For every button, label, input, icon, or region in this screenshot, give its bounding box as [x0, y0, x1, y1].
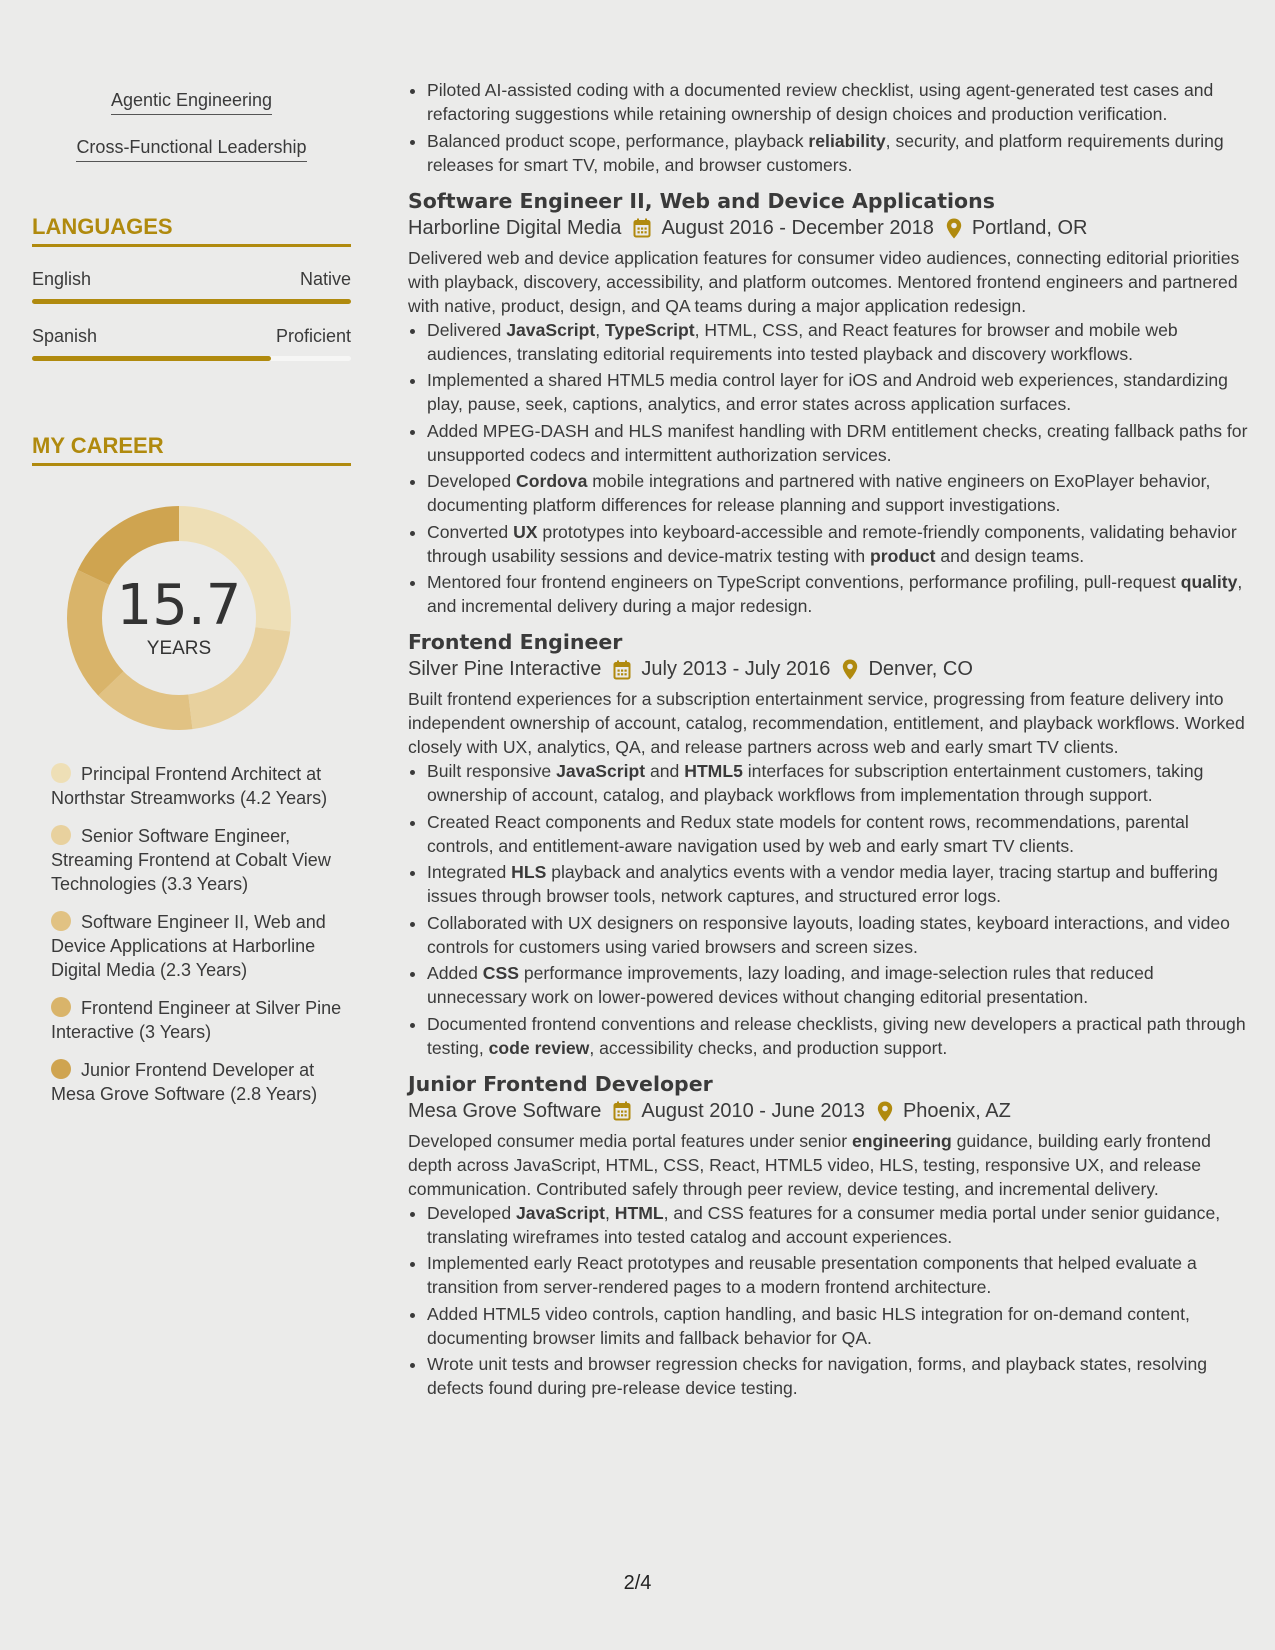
- bullet-item: • Collaborated with UX designers on responsive layouts, loading states, keyboard interactions, and video controls for customers using varied browsers and screen sizes.: [427, 911, 1253, 959]
- job-entry: [408, 189, 1253, 619]
- location-icon-wrap: [877, 1101, 893, 1122]
- career-donut-slice: [67, 570, 123, 696]
- bullet-item: • Mentored four frontend engineers on TypeScript conventions, performance profiling, pull-request quality, and incremental delivery during a major redesign.: [427, 570, 1253, 618]
- language-bar-fill: [32, 356, 271, 361]
- job-entry: [408, 1072, 1253, 1401]
- page-number: 2/4: [623, 1572, 652, 1594]
- job-summary: Built frontend experiences for a subscription entertainment service, progressing from feature delivery into independent ownership of account, catalog, recommendation, entitlement, and playback workflows. Worked closely with UX, analytics, QA, and release partners across web and early smart TV clients.: [408, 689, 1245, 757]
- language-level: Proficient: [275, 326, 351, 346]
- bullet-item: • Built responsive JavaScript and HTML5 interfaces for subscription entertainment customers, taking ownership of account, catalog, and playback workflows from implementation through support.: [427, 759, 1253, 807]
- job-title: Junior Frontend Developer: [408, 1071, 713, 1096]
- career-legend-item: [51, 762, 351, 810]
- location-icon-wrap: [946, 218, 962, 239]
- bullet-item: • Delivered JavaScript, TypeScript, HTML, CSS, and React features for browser and mobile web audiences, translating editorial requirements into tested playback and discovery workflows.: [427, 318, 1253, 366]
- job-dates: August 2010 - June 2013: [641, 1099, 865, 1122]
- bullet-item: • Added CSS performance improvements, lazy loading, and image-selection rules that reduced unnecessary work on lower-powered devices without changing editorial presentation.: [427, 961, 1253, 1009]
- bullet-item: • Developed JavaScript, HTML, and CSS features for a consumer media portal under senior guidance, translating wireframes into tested catalog and account experiences.: [427, 1201, 1253, 1249]
- job-dates: July 2013 - July 2016: [641, 658, 831, 680]
- job-title: Software Engineer II, Web and Device Applications: [408, 188, 995, 213]
- location-pin-icon: [946, 218, 962, 239]
- bullet-item: • Added MPEG-DASH and HLS manifest handling with DRM entitlement checks, creating fallback paths for unsupported codecs and intermittent authorization services.: [427, 419, 1253, 467]
- experience-list: [408, 189, 1253, 1401]
- legend-dot: [51, 997, 71, 1017]
- bullet-item: • Balanced product scope, performance, playback reliability, security, and platform requirements during releases for smart TV, mobile, and browser customers.: [427, 129, 1253, 177]
- legend-dot: [51, 911, 71, 931]
- languages-list: [32, 269, 351, 361]
- career-legend-item: [51, 824, 351, 896]
- bullet-item: • Piloted AI-assisted coding with a documented review checklist, using agent-generated test cases and refactoring suggestions while retaining ownership of design choices and production verification.: [427, 78, 1253, 126]
- job-bullets: [408, 759, 1253, 1060]
- calendar-icon-wrap: [613, 660, 631, 680]
- job-bullets: [408, 318, 1253, 619]
- legend-label: Software Engineer II, Web and Device Applications at Harborline Digital Media (2.3 Years): [51, 912, 326, 980]
- job-company: Harborline Digital Media: [408, 216, 622, 239]
- continued-bullets: [408, 78, 1253, 177]
- legend-dot: [51, 825, 71, 845]
- language-name: English: [32, 269, 92, 289]
- language-level: Native: [299, 269, 351, 289]
- job-company: Silver Pine Interactive: [408, 658, 602, 680]
- career-legend-item: [51, 996, 351, 1044]
- bullet-item: • Implemented early React prototypes and reusable presentation components that helped evaluate a transition from server-rendered pages to a modern frontend architecture.: [427, 1251, 1253, 1299]
- legend-dot: [51, 1059, 71, 1079]
- career-legend-item: [51, 910, 351, 982]
- legend-dot: [51, 763, 71, 783]
- skill-tag: Agentic Engineering: [111, 90, 272, 115]
- bullet-item: • Added HTML5 video controls, caption handling, and basic HLS integration for on-demand content, documenting browser limits and fallback behavior for QA.: [427, 1302, 1253, 1350]
- career-donut-svg: [65, 504, 295, 734]
- job-dates: August 2016 - December 2018: [661, 216, 934, 239]
- career-donut-chart: [65, 504, 295, 734]
- skill-tags: [32, 80, 351, 174]
- calendar-icon: [633, 218, 651, 238]
- language-row: [32, 326, 351, 347]
- career-heading: MY CAREER: [32, 433, 351, 466]
- calendar-icon-wrap: [633, 218, 651, 238]
- location-icon-wrap: [842, 659, 858, 680]
- language-name: Spanish: [32, 326, 98, 346]
- bullet-item: • Converted UX prototypes into keyboard-accessible and remote-friendly components, validating behavior through usability sessions and device-matrix testing with product and design teams.: [427, 520, 1253, 568]
- job-meta: [408, 217, 1253, 240]
- legend-label: Senior Software Engineer, Streaming Frontend at Cobalt View Technologies (3.3 Years): [51, 826, 331, 894]
- bullet-item: • Created React components and Redux state models for content rows, recommendations, parental controls, and entitlement-aware navigation used by web and early smart TV clients.: [427, 810, 1253, 858]
- job-location: Portland, OR: [971, 216, 1088, 239]
- career-legend: [51, 762, 351, 1106]
- skill-tag: Cross-Functional Leadership: [76, 137, 306, 162]
- job-meta: [408, 1100, 1253, 1123]
- bullet-item: • Developed Cordova mobile integrations and partnered with native engineers on ExoPlayer behavior, documenting platform differences for release planning and support investigations.: [427, 469, 1253, 517]
- legend-label: Junior Frontend Developer at Mesa Grove Software (2.8 Years): [51, 1060, 318, 1104]
- job-title: Frontend Engineer: [408, 630, 623, 654]
- bullet-item: • Implemented a shared HTML5 media control layer for iOS and Android web experiences, standardizing play, pause, seek, captions, analytics, and error states across application surfaces.: [427, 368, 1253, 416]
- legend-label: Principal Frontend Architect at Northstar Streamworks (4.2 Years): [51, 764, 328, 808]
- language-bar: [32, 356, 351, 361]
- job-bullets: [408, 1201, 1253, 1401]
- career-unit: YEARS: [146, 638, 212, 659]
- calendar-icon-wrap: [613, 1101, 631, 1121]
- job-company: Mesa Grove Software: [408, 1099, 602, 1122]
- job-summary: Delivered web and device application features for consumer video audiences, connecting editorial priorities with playback, discovery, accessibility, and platform outcomes. Mentored frontend engineers and partnered with native, product, design, and QA teams during a major application redesign.: [408, 247, 1240, 316]
- bullet-item: • Documented frontend conventions and release checklists, giving new developers a practical path through testing, code review, accessibility checks, and production support.: [427, 1012, 1253, 1060]
- calendar-icon: [613, 1101, 631, 1121]
- job-summary: Developed consumer media portal features under senior engineering guidance, building early frontend depth across JavaScript, HTML, CSS, React, HTML5 video, HLS, testing, responsive UX, and release communication. Contributed safely through peer review, device testing, and incremental delivery.: [408, 1130, 1211, 1199]
- main-content: [408, 78, 1253, 1403]
- languages-heading: LANGUAGES: [32, 214, 351, 247]
- language-bar: [32, 299, 351, 304]
- job-location: Phoenix, AZ: [902, 1099, 1011, 1122]
- location-pin-icon: [877, 1101, 893, 1122]
- legend-label: Frontend Engineer at Silver Pine Interactive (3 Years): [51, 998, 342, 1042]
- bullet-item: • Wrote unit tests and browser regression checks for navigation, forms, and playback states, resolving defects found during pre-release device testing.: [427, 1352, 1253, 1400]
- career-total: 15.7: [116, 573, 242, 638]
- job-location: Denver, CO: [868, 658, 973, 680]
- bullet-item: • Integrated HLS playback and analytics events with a vendor media layer, tracing startup and buffering issues through browser tools, network captures, and structured error logs.: [427, 860, 1253, 908]
- language-bar-fill: [32, 299, 351, 304]
- job-meta: [408, 658, 1253, 681]
- job-entry: [408, 630, 1253, 1060]
- calendar-icon: [613, 660, 631, 680]
- language-row: [32, 269, 351, 290]
- career-legend-item: [51, 1058, 351, 1106]
- sidebar: [32, 80, 351, 1120]
- location-pin-icon: [842, 659, 858, 680]
